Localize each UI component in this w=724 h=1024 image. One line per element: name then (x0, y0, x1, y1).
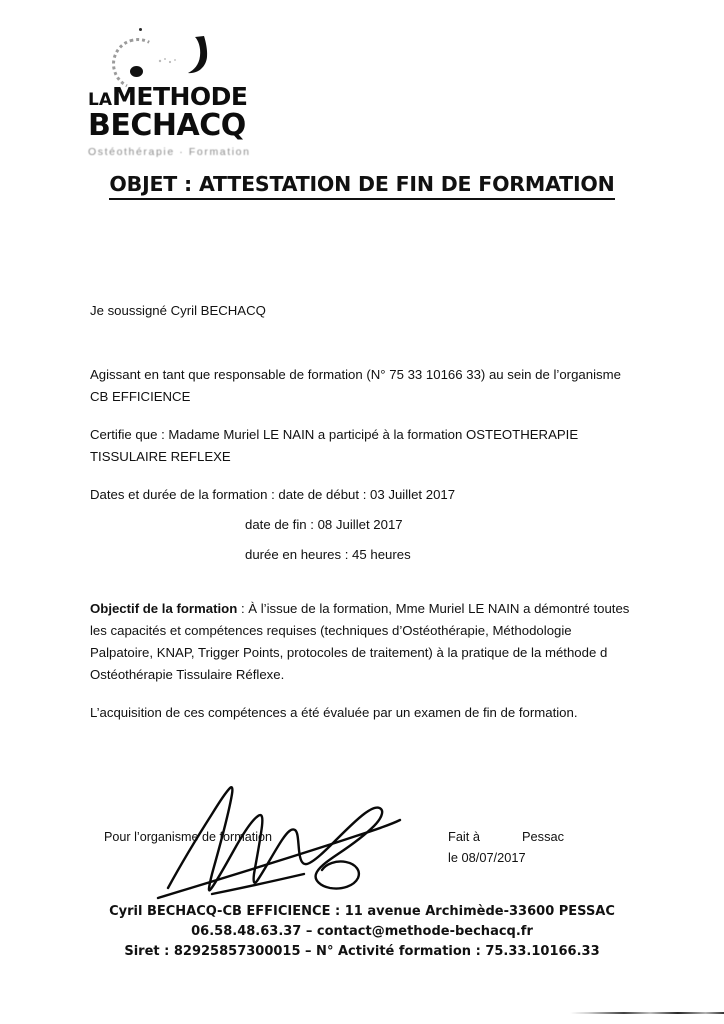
date-end-line: date de fin : 08 Juillet 2017 (245, 517, 403, 532)
spacer (90, 686, 650, 702)
acting-line-2: CB EFFICIENCE (90, 389, 191, 404)
objective-line-1 (90, 598, 650, 620)
logo-mark-icon (106, 26, 266, 84)
place-and-date-block (448, 826, 564, 868)
dates-intro-line: Dates et durée de la formation : date de début : 03 Juillet 2017 (90, 487, 456, 502)
objective-section (90, 598, 650, 724)
scan-edge-artifact (570, 1012, 724, 1014)
logo-crescent-icon (174, 34, 218, 78)
objective-line-4: Ostéothérapie Tissulaire Réflexe. (90, 667, 285, 682)
undersigned-line: Je soussigné Cyril BECHACQ (90, 303, 266, 318)
signature-section (0, 770, 724, 920)
fait-a-row (448, 826, 564, 847)
logo-large-dot-icon (130, 66, 143, 77)
logo-tagline-text: Ostéothérapie · Formation (88, 145, 251, 158)
company-logo (88, 26, 288, 158)
spacer (90, 536, 646, 544)
signature-org-label: Pour l’organisme de formation (104, 830, 272, 844)
spacer (90, 506, 646, 514)
fait-a-label: Fait à (448, 829, 481, 844)
logo-bechacq-text: BECHACQ (88, 108, 246, 143)
footer-address-line: Cyril BECHACQ-CB EFFICIENCE : 11 avenue Archimède-33600 PESSAC (109, 904, 615, 919)
acting-line-1: Agissant en tant que responsable de formation (N° 75 33 10166 33) au sein de l’organisme (90, 367, 621, 382)
objective-line-3: Palpatoire, KNAP, Trigger Points, protocoles de traitement) à la pratique de la méthode d (90, 645, 608, 660)
signature-date: 08/07/2017 (461, 850, 526, 865)
certify-line-1: Certifie que : Madame Muriel LE NAIN a participé à la formation OSTEOTHERAPIE (90, 427, 579, 442)
logo-small-dot-icon (139, 28, 142, 31)
duration-line: durée en heures : 45 heures (245, 547, 411, 562)
spacer (90, 408, 646, 424)
evaluation-line: L’acquisition de ces compétences a été évaluée par un examen de fin de formation. (90, 705, 578, 720)
spacer (90, 468, 646, 484)
logo-methode-text (88, 84, 288, 109)
logo-methode-word: METHODE (112, 82, 248, 111)
footer-contact-line: 06.58.48.63.37 – contact@methode-bechacq.fr (191, 924, 533, 939)
date-label: le (448, 850, 458, 865)
logo-la-text: LA (88, 90, 112, 110)
certify-line-2: TISSULAIRE REFLEXE (90, 449, 231, 464)
objective-line-2: les capacités et compétences requises (techniques d’Ostéothérapie, Méthodologie (90, 623, 572, 638)
objective-line-1-rest: : À l’issue de la formation, Mme Muriel LE NAIN a démontré toutes (237, 601, 630, 616)
objective-label: Objectif de la formation (90, 601, 238, 616)
footer-legal-line: Siret : 82925857300015 – N° Activité formation : 75.33.10166.33 (124, 944, 600, 959)
document-body (90, 300, 646, 566)
document-title-text: OBJET : ATTESTATION DE FIN DE FORMATION (109, 172, 614, 200)
document-title (0, 172, 724, 196)
date-row (448, 847, 564, 868)
signature-city: Pessac (522, 829, 564, 844)
document-footer (0, 902, 724, 962)
spacer (90, 322, 646, 364)
